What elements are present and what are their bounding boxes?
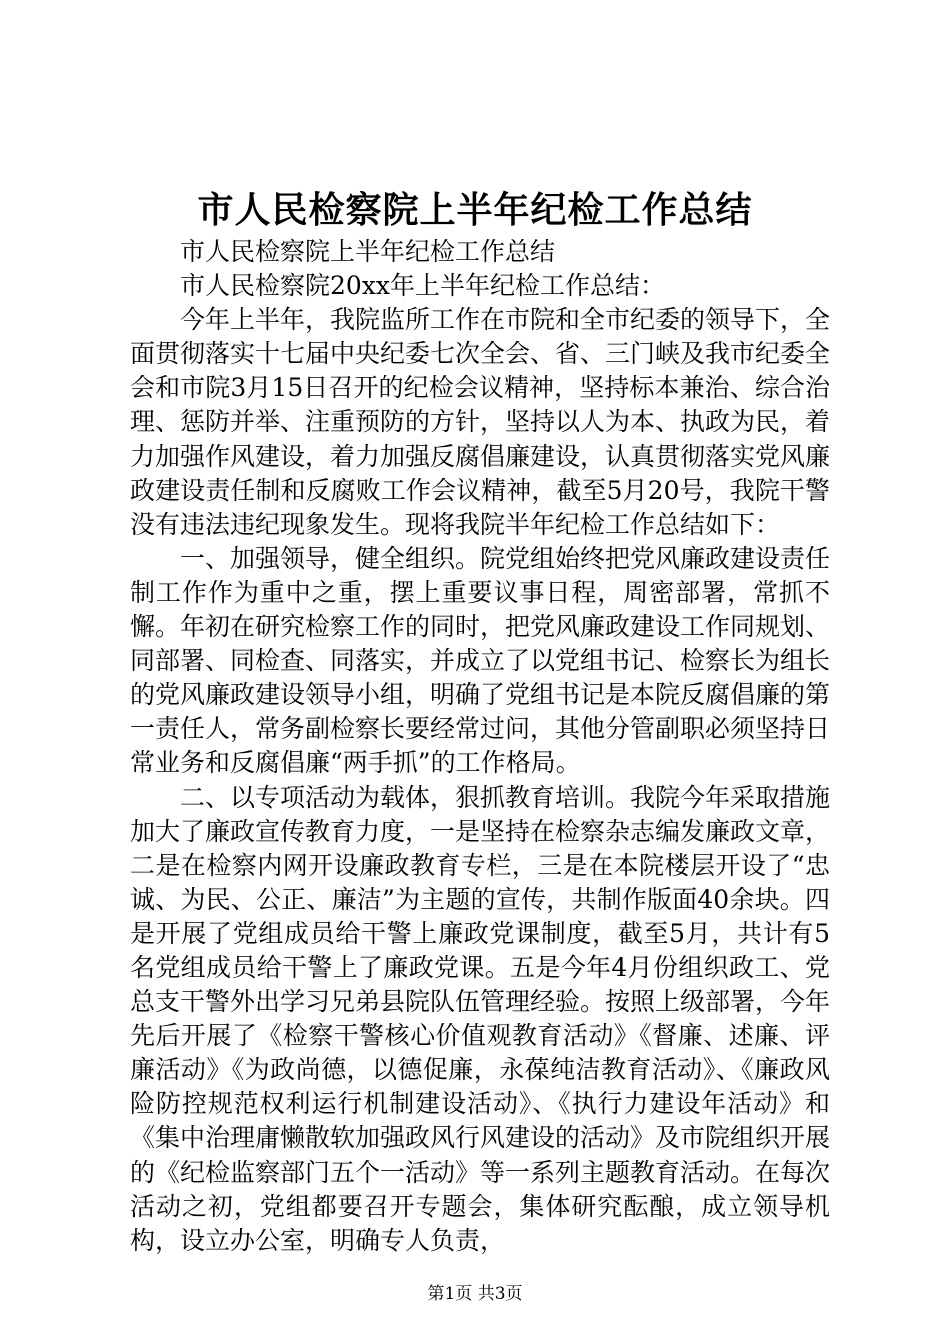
paragraph-section-2: 二、以专项活动为载体，狠抓教育培训。我院今年采取措施加大了廉政宣传教育力度，一是坚持在检察杂志编发廉政文章，二是在检察内网开设廉政教育专栏，三是在本院楼层开设了“忠诚、为民、公正、廉洁”为主题的宣传，共制作版面40余块。四是开展了党组成员给干警上廉政党课制度，截至5月，共计有5名党组成员给干警上了廉政党课。五是今年4月份组织政工、党总支干警外出学习兄弟县院队伍管理经验。按照上级部署，今年先后开展了《检察干警核心价值观教育活动》《督廉、述廉、评廉活动》《为政尚德，以德促廉，永葆纯洁教育活动》、《廉政风险防控规范权利运行机制建设活动》、《执行力建设年活动》和《集中治理庸懒散软加强政风行风建设的活动》及市院组织开展的《纪检监察部门五个一活动》等一系列主题教育活动。在每次活动之初，党组都要召开专题会，集体研究酝酿，成立领导机构，设立办公室，明确专人负责， <box>130 782 831 1255</box>
paragraph-subtitle: 市人民检察院上半年纪检工作总结 <box>180 237 556 266</box>
paragraph-intro: 今年上半年，我院监所工作在市院和全市纪委的领导下，全面贯彻落实十七届中央纪委七次全会、省、三门峡及我市纪委全会和市院3月15日召开的纪检会议精神，坚持标本兼治、综合治理、惩防并举、注重预防的方针，坚持以人为本、执政为民，着力加强作风建设，着力加强反腐倡廉建设，认真贯彻落实党风廉政建设责任制和反腐败工作会议精神，截至5月20号，我院干警没有违法违纪现象发生。现将我院半年纪检工作总结如下： <box>130 305 831 539</box>
page-number: 第1页 共3页 <box>427 1284 523 1304</box>
paragraph-section-1: 一、加强领导，健全组织。院党组始终把党风廉政建设责任制工作作为重中之重，摆上重要议事日程，周密部署，常抓不懈。年初在研究检察工作的同时，把党风廉政建设工作同规划、同部署、同检查、同落实，并成立了以党组书记、检察长为组长的党风廉政建设领导小组，明确了党组书记是本院反腐倡廉的第一责任人，常务副检察长要经常过问，其他分管副职必须坚持日常业务和反腐倡廉“两手抓”的工作格局。 <box>130 543 831 778</box>
paragraph-heading: 市人民检察院20xx年上半年纪检工作总结： <box>180 271 666 301</box>
document-body <box>130 235 830 1258</box>
document-title: 市人民检察院上半年纪检工作总结 <box>197 189 753 231</box>
